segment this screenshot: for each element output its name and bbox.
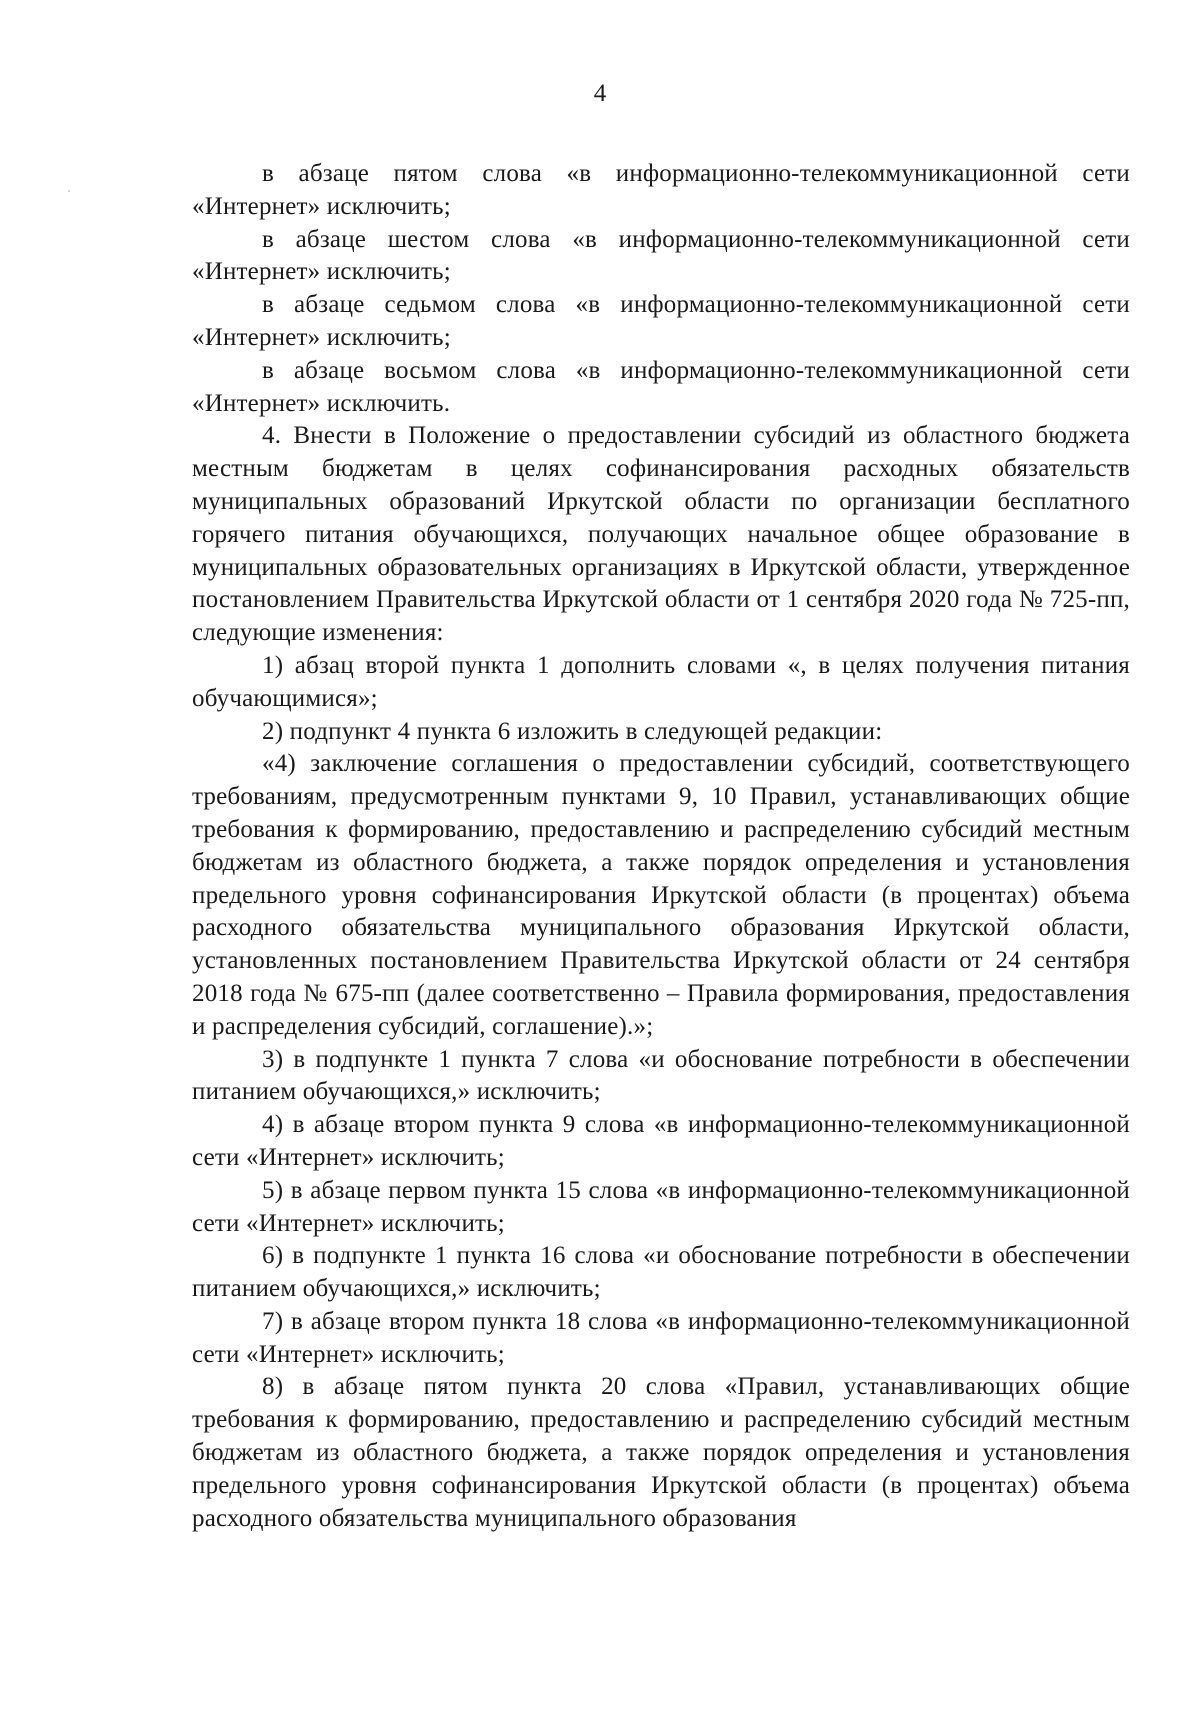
paragraph: 4) в абзаце втором пункта 9 слова «в информационно-телекоммуникационной сети «Интернет» исключить; bbox=[192, 1111, 1130, 1171]
paragraph: 1) абзац второй пункта 1 дополнить словами «, в целях получения питания обучающимися»; bbox=[192, 651, 1130, 712]
paragraph: в абзаце восьмом слова «в информационно-телекоммуникационной сети «Интернет» исключить. bbox=[192, 356, 1130, 417]
paragraph: 6) в подпункте 1 пункта 16 слова «и обоснование потребности в обеспечении питанием обучающихся,» исключить; bbox=[192, 1242, 1130, 1303]
paragraph: 4. Внести в Положение о предоставлении субсидий из областного бюджета местным бюджетам в целях софинансирования расходных обязательств муниципальных образований Иркутской области по организации бесплатного горячего питания обучающихся, получающих начальное общее образование в муниципальных образовательных организациях в Иркутской области, утвержденное постановлением Правительства Иркутской области от 1 сентября 2020 года № 725-пп, следующие изменения: bbox=[192, 422, 1130, 647]
paragraph: 2) подпункт 4 пункта 6 изложить в следующей редакции: bbox=[262, 717, 883, 745]
paragraph: 5) в абзаце первом пункта 15 слова «в информационно-телекоммуникационной сети «Интернет» исключить; bbox=[192, 1176, 1130, 1237]
paragraph: «4) заключение соглашения о предоставлении субсидий, соответствующего требованиям, предусмотренным пунктами 9, 10 Правил, устанавливающих общие требования к формированию, предоставлению и распределению субсидий местным бюджетам из областного бюджета, а также порядок определения и установления предельного уровня софинансирования Иркутской области (в процентах) объема расходного обязательства муниципального образования Иркутской области, установленных постановлением Правительства Иркутской области от 24 сентября 2018 года № 675-пп (далее соответственно – Правила формирования, предоставления и распределения субсидий, соглашение).»; bbox=[192, 750, 1130, 1040]
scan-artifact bbox=[68, 190, 70, 192]
paragraph: 7) в абзаце втором пункта 18 слова «в информационно-телекоммуникационной сети «Интернет» исключить; bbox=[192, 1307, 1130, 1368]
paragraph: в абзаце пятом слова «в информационно-телекоммуникационной сети «Интернет» исключить; bbox=[192, 160, 1130, 220]
page-number: 4 bbox=[593, 80, 607, 107]
paragraph: в абзаце седьмом слова «в информационно-телекоммуникационной сети «Интернет» исключить; bbox=[192, 291, 1130, 351]
paragraph: 8) в абзаце пятом пункта 20 слова «Правил, устанавливающих общие требования к формированию, предоставлению и распределению субсидий местным бюджетам из областного бюджета, а также порядок определения и установления предельного уровня софинансирования Иркутской области (в процентах) объема расходного обязательства муниципального образования bbox=[192, 1373, 1130, 1532]
document-body bbox=[192, 158, 1130, 1535]
paragraph: 3) в подпункте 1 пункта 7 слова «и обоснование потребности в обеспечении питанием обучающихся,» исключить; bbox=[192, 1045, 1130, 1106]
paragraph: в абзаце шестом слова «в информационно-телекоммуникационной сети «Интернет» исключить; bbox=[192, 225, 1130, 286]
